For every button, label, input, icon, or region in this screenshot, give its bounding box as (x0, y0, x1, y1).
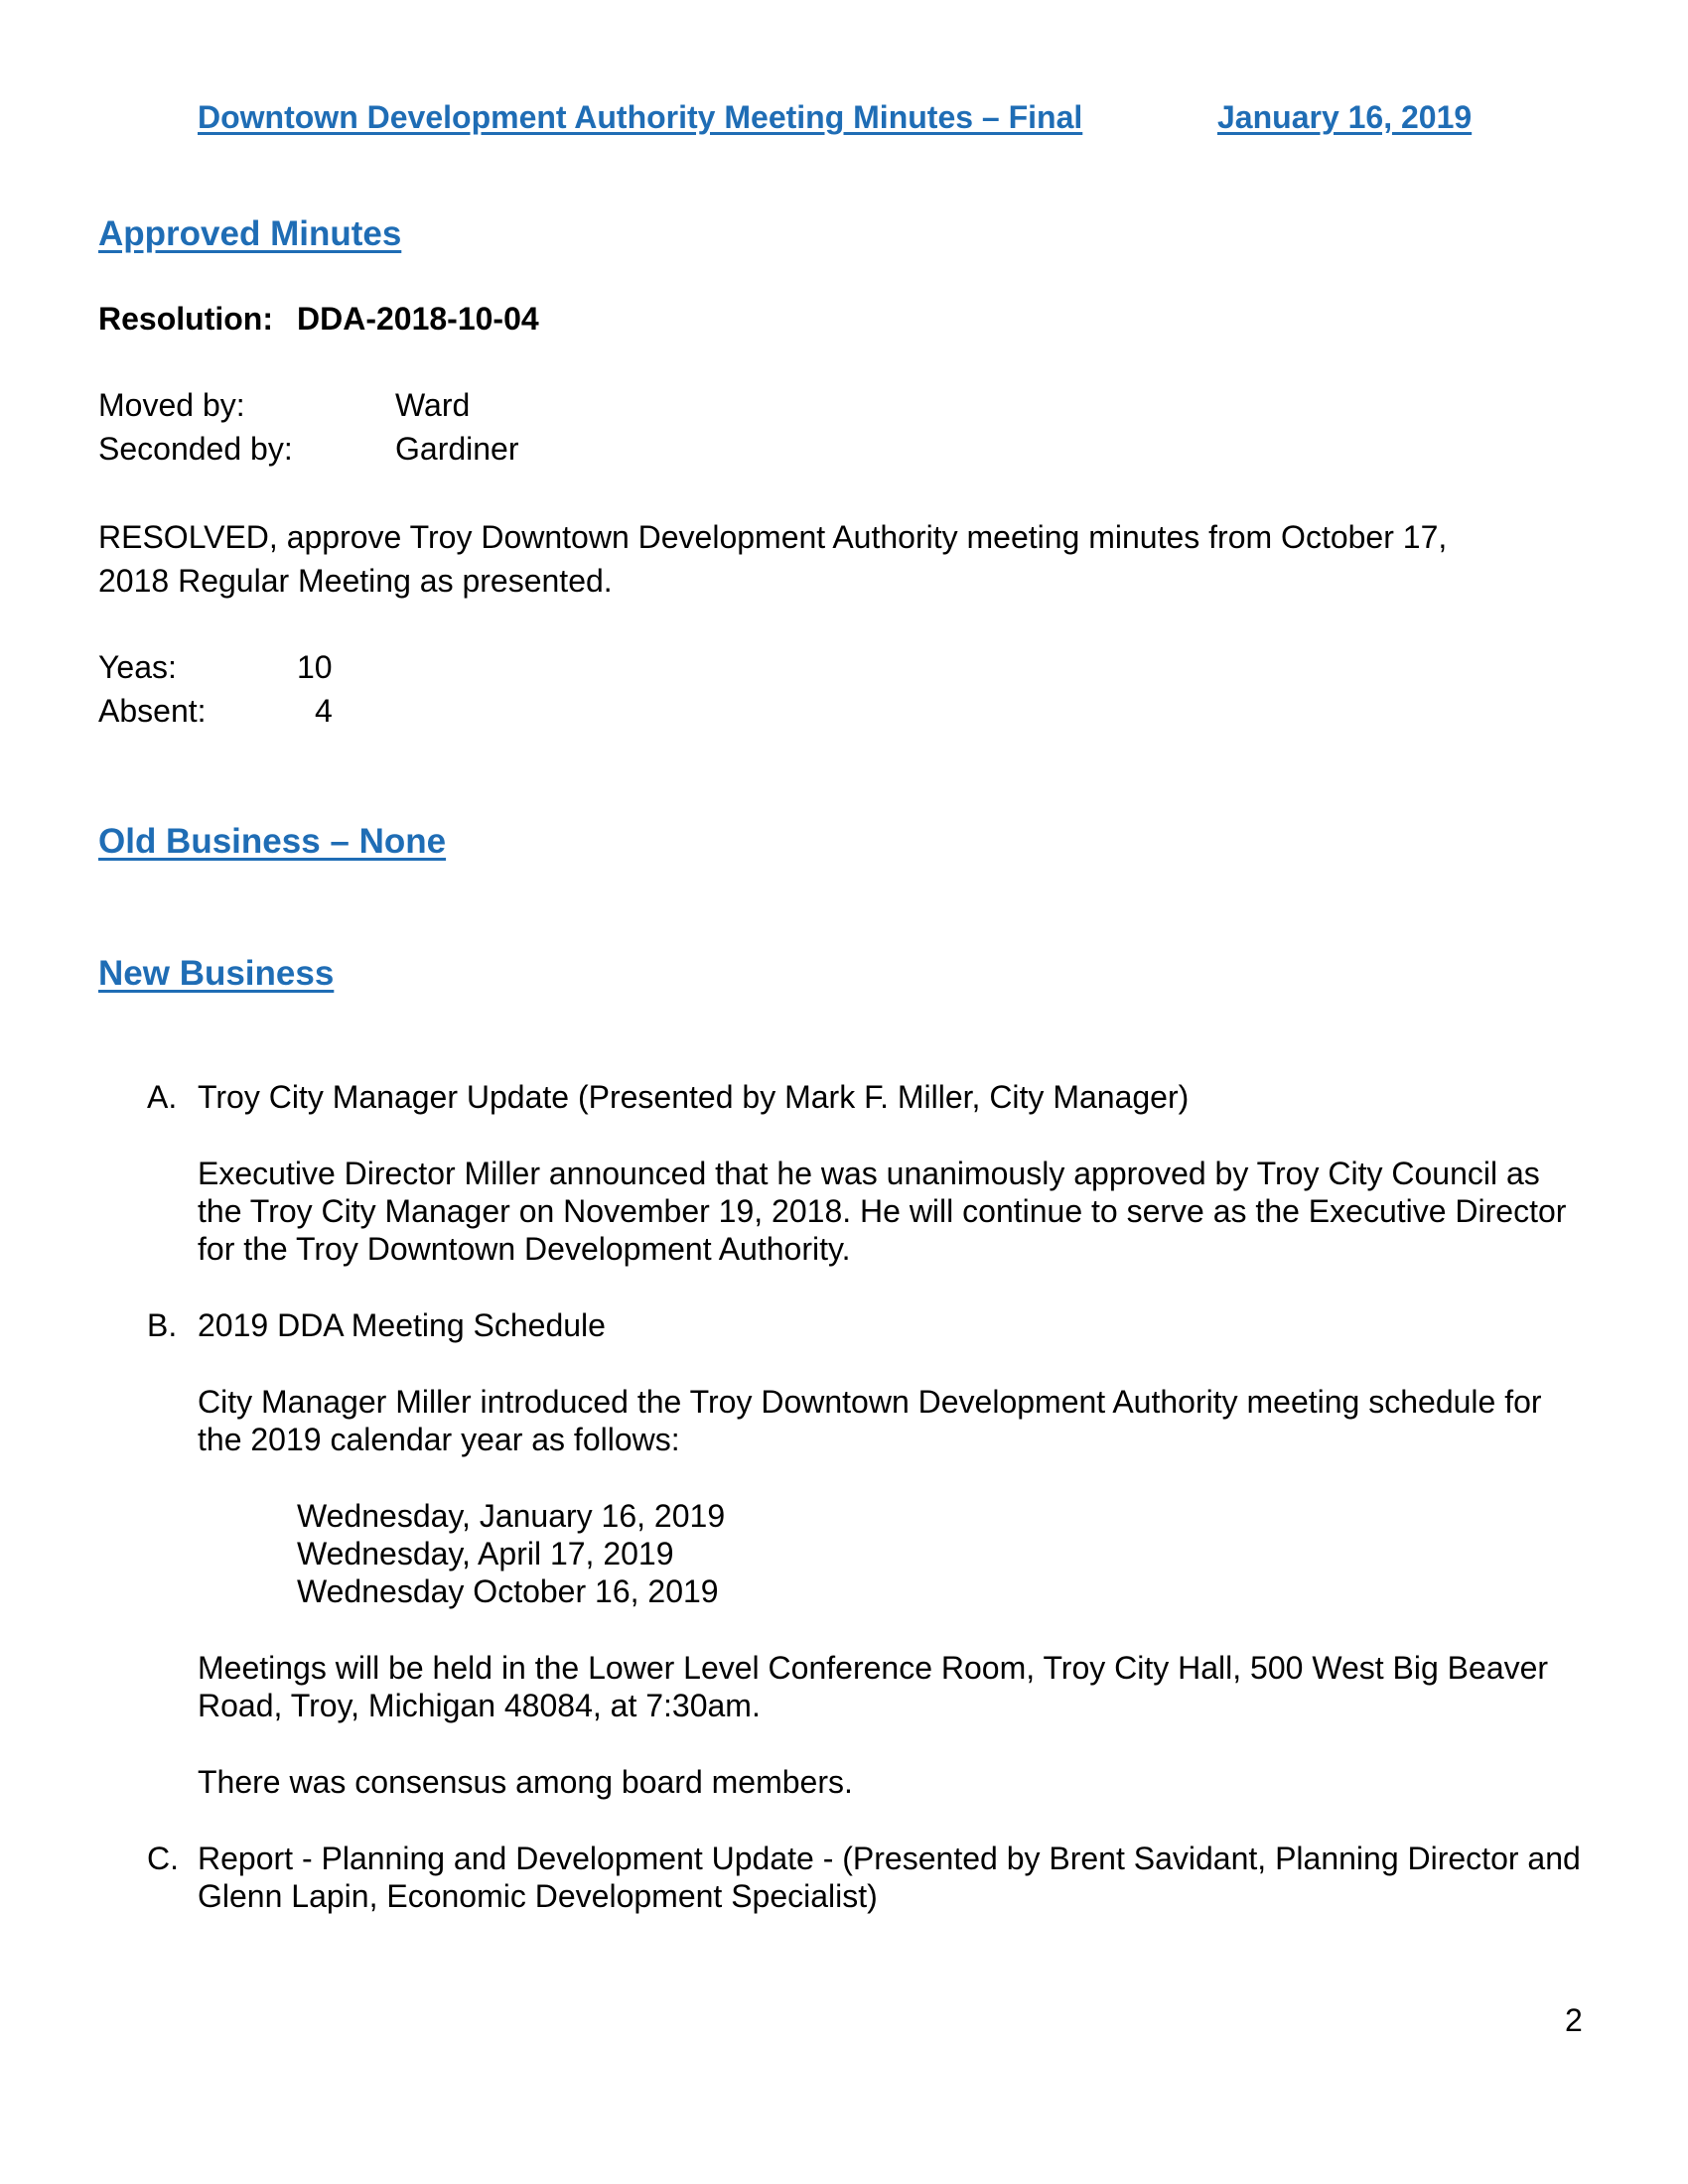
resolution-id: DDA-2018-10-04 (297, 301, 539, 337)
item-b-marker: B. (147, 1307, 178, 1343)
absent-count: 4 (315, 693, 333, 729)
new-business-heading: New Business (98, 954, 335, 993)
meeting-location-paragraph: Meetings will be held in the Lower Level Conference Room, Troy City Hall, 500 West Big Beaver Road, Troy, Michigan 48084, at 7:30am. (198, 1650, 1549, 1723)
resolution-label: Resolution: (98, 301, 273, 337)
consensus-text: There was consensus among board members. (198, 1764, 853, 1800)
item-b-title: 2019 DDA Meeting Schedule (198, 1307, 606, 1343)
item-a-title: Troy City Manager Update (Presented by Mark F. Miller, City Manager) (198, 1079, 1190, 1115)
absent-label: Absent: (98, 693, 207, 729)
item-c-title: Report - Planning and Development Update - (Presented by Brent Savidant, Planning Director and Glenn Lapin, Economic Development Specialist) (198, 1841, 1581, 1914)
seconded-by-label: Seconded by: (98, 431, 293, 467)
seconded-by-value: Gardiner (395, 431, 519, 467)
page-number: 2 (1565, 2002, 1583, 2038)
item-a-paragraph: Executive Director Miller announced that he was unanimously approved by Troy City Council as the Troy City Manager on November 19, 2018. He will continue to serve as the Executive Director for the Troy Downtown Development Authority. (198, 1156, 1567, 1267)
meeting-date-3: Wednesday October 16, 2019 (297, 1573, 719, 1609)
item-b-paragraph: City Manager Miller introduced the Troy Downtown Development Authority meeting schedule for the 2019 calendar year as follows: (198, 1384, 1542, 1457)
header-date: January 16, 2019 (1217, 99, 1473, 135)
header-title: Downtown Development Authority Meeting Minutes – Final (198, 99, 1083, 135)
moved-by-label: Moved by: (98, 387, 245, 423)
yeas-count: 10 (297, 649, 333, 685)
item-c-marker: C. (147, 1841, 179, 1876)
resolved-line-1: RESOLVED, approve Troy Downtown Development Authority meeting minutes from October 17, (98, 519, 1448, 555)
item-a-marker: A. (147, 1079, 178, 1115)
approved-minutes-heading: Approved Minutes (98, 214, 402, 253)
old-business-heading: Old Business – None (98, 822, 447, 861)
resolved-line-2: 2018 Regular Meeting as presented. (98, 563, 613, 599)
moved-by-value: Ward (395, 387, 471, 423)
meeting-date-1: Wednesday, January 16, 2019 (297, 1498, 726, 1534)
yeas-label: Yeas: (98, 649, 177, 685)
meeting-date-2: Wednesday, April 17, 2019 (297, 1536, 674, 1571)
